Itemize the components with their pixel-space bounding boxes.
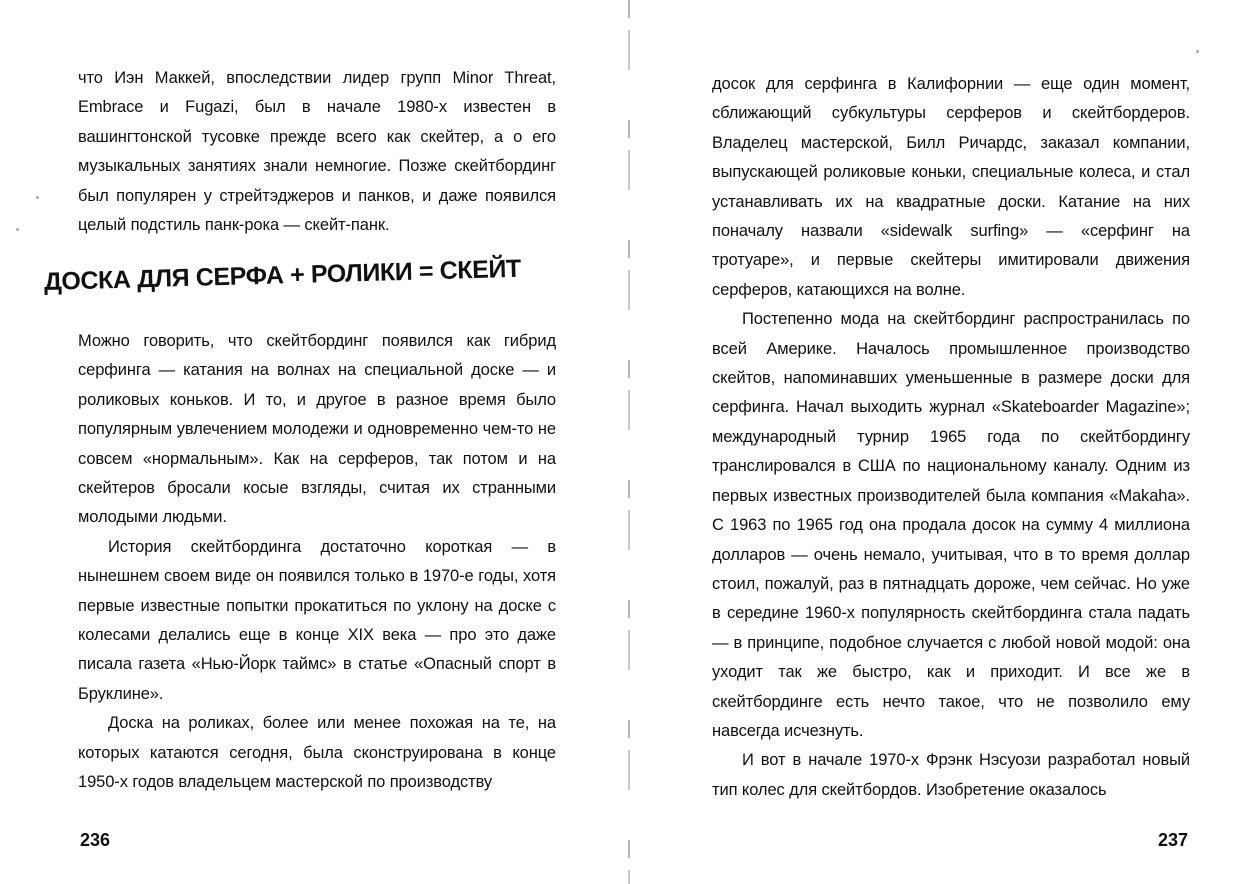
paragraph: История скейтбординга достаточно короткая — в нынешнем своем виде он появился только в 1970-е годы, хотя первые известные попытки прокатиться по уклону на доске с колесами делались еще в конце XIX века — про это даже писала газета «Нью-Йорк таймс» в статье «Опасный спорт в Бруклине». [78, 537, 556, 703]
page-number-left: 236 [80, 830, 111, 850]
scan-speck [16, 228, 19, 231]
right-page [626, 0, 1252, 884]
left-body-text [78, 327, 556, 798]
right-body-text [712, 70, 1190, 805]
paragraph: Можно говорить, что скейтбординг появился как гибрид серфинга — катания на волнах на специальной доске — и роликовых коньков. И то, и другое в разное время было популярным увлечением молодежи и одновременно чем-то не совсем «нормальным». Как на серферов, так потом и на скейтеров бросали косые взгляды, считая их странными молодыми людьми. [78, 332, 556, 527]
page-number-right: 237 [1157, 830, 1188, 850]
scan-speck [1196, 50, 1199, 53]
left-top-text [78, 64, 556, 240]
paragraph: Постепенно мода на скейтбординг распространилась по всей Америке. Началось промышленное производство скейтов, напоминавших уменьшенные в размере доски для серфинга. Начал выходить журнал «Skateboarder Magazine»; международный турнир 1965 года по скейтбордингу транслировался в США по национальному каналу. Одним из первых известных производителей была компания «Makaha». С 1963 по 1965 год она продала досок на сумму 4 миллиона долларов — очень немало, учитывая, что в то время доллар стоил, пожалуй, раз в пятнадцать дороже, чем сейчас. Но уже в середине 1960-х популярность скейтбординга стала падать — в принципе, подобное случается с любой новой модой: она уходит так же быстро, как и приходит. И все же в скейтбординге есть нечто такое, что не позволило ему навсегда исчезнуть. [712, 310, 1190, 740]
paragraph: досок для серфинга в Калифорнии — еще один момент, сближающий субкультуры серферов и скейтбордеров. Владелец мастерской, Билл Ричардс, заказал компании, выпускающей роликовые коньки, специальные колеса, и стал устанавливать их на квадратные доски. Катание на них поначалу назвали «sidewalk surfing» — «серфинг на тротуаре», и первые скейтеры имитировали движения серферов, катающихся на волне. [712, 75, 1190, 299]
chapter-heading: ДОСКА ДЛЯ СЕРФА + РОЛИКИ = СКЕЙТ [43, 254, 522, 296]
paragraph: Доска на роликах, более или менее похожая на те, на которых катаются сегодня, была сконструирована в конце 1950-х годов владельцем мастерской по производству [78, 714, 556, 792]
paragraph: И вот в начале 1970-х Фрэнк Нэсуози разработал новый тип колес для скейтбордов. Изобретение оказалось [712, 751, 1190, 799]
paragraph: что Иэн Маккей, впоследствии лидер групп Minor Threat, Embrace и Fugazi, был в начале 1980-х известен в вашингтонской тусовке прежде всего как скейтер, а о его музыкальных занятиях знали немногие. Позже скейтбординг был популярен у стрейтэджеров и панков, и даже появился целый подстиль панк-рока — скейт-панк. [78, 69, 556, 235]
scan-speck [36, 196, 39, 199]
